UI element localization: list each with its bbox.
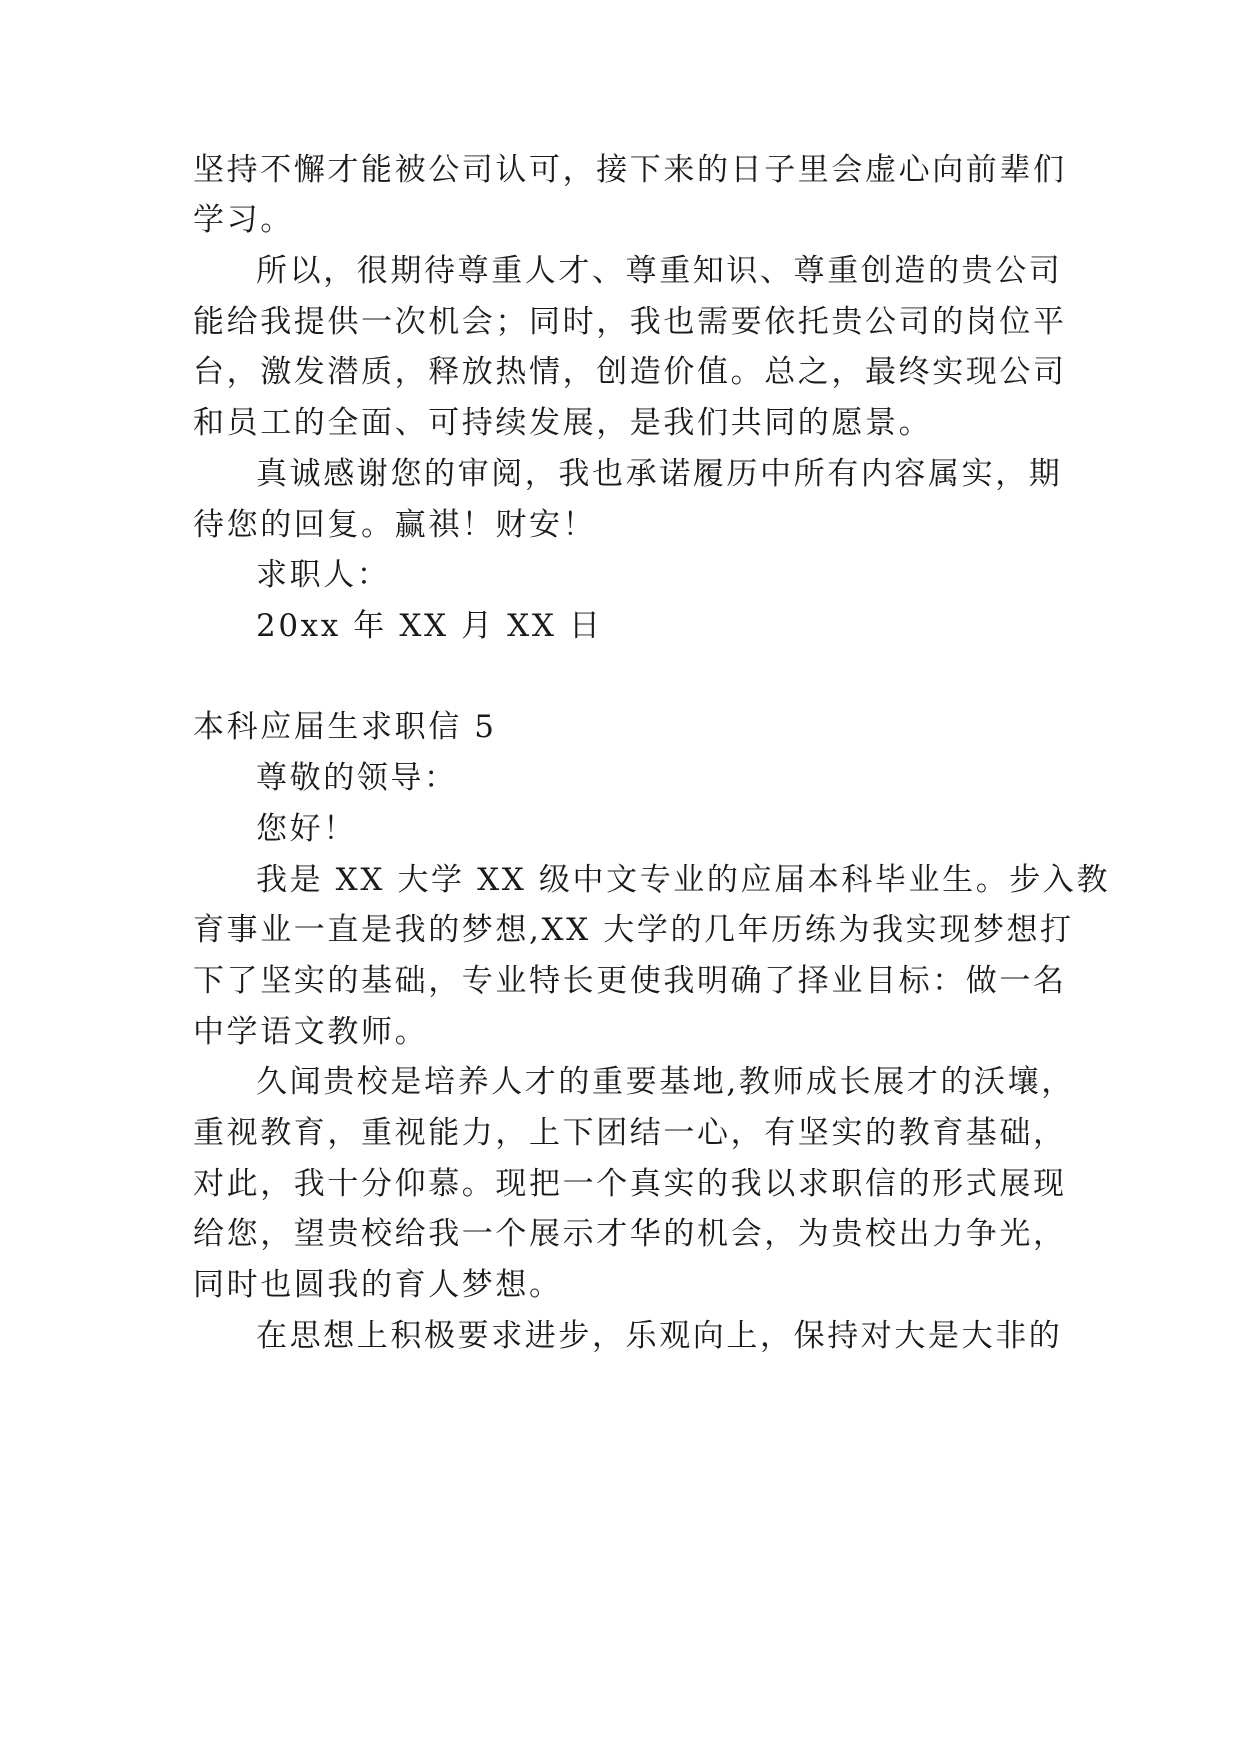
- date-line: 20xx 年 XX 月 XX 日: [256, 608, 603, 644]
- text-line: 真诚感谢您的审阅，我也承诺履历中所有内容属实，期: [256, 456, 1063, 492]
- text-line: 久闻贵校是培养人才的重要基地,教师成长展才的沃壤，: [256, 1064, 1075, 1100]
- text-line: 在思想上积极要求进步，乐观向上，保持对大是大非的: [256, 1318, 1063, 1354]
- greeting: 您好！: [256, 811, 357, 847]
- signature-label: 求职人：: [256, 557, 391, 593]
- text-line: 台，激发潜质，释放热情，创造价值。总之，最终实现公司: [193, 354, 1067, 390]
- text-line: 给您，望贵校给我一个展示才华的机会，为贵校出力争光，: [193, 1216, 1067, 1252]
- text-line: 能给我提供一次机会；同时，我也需要依托贵公司的岗位平: [193, 304, 1067, 340]
- text-line: 所以，很期待尊重人才、尊重知识、尊重创造的贵公司: [256, 253, 1063, 289]
- text-line: 同时也圆我的育人梦想。: [193, 1267, 563, 1303]
- text-line: 下了坚实的基础，专业特长更使我明确了择业目标：做一名: [193, 963, 1067, 999]
- text-line: 学习。: [193, 202, 294, 238]
- text-line: 我是 XX 大学 XX 级中文专业的应届本科毕业生。步入教: [256, 862, 1111, 898]
- text-line: 育事业一直是我的梦想,XX 大学的几年历练为我实现梦想打: [193, 912, 1074, 948]
- salutation: 尊敬的领导：: [256, 760, 458, 796]
- text-line: 和员工的全面、可持续发展，是我们共同的愿景。: [193, 405, 933, 441]
- text-line: 中学语文教师。: [193, 1014, 429, 1050]
- text-line: 重视教育，重视能力，上下团结一心，有坚实的教育基础，: [193, 1115, 1067, 1151]
- section-title: 本科应届生求职信 5: [193, 709, 497, 745]
- text-line: 对此，我十分仰慕。现把一个真实的我以求职信的形式展现: [193, 1166, 1067, 1202]
- text-line: 坚持不懈才能被公司认可，接下来的日子里会虚心向前辈们: [193, 152, 1067, 188]
- text-line: 待您的回复。赢祺！财安！: [193, 507, 597, 543]
